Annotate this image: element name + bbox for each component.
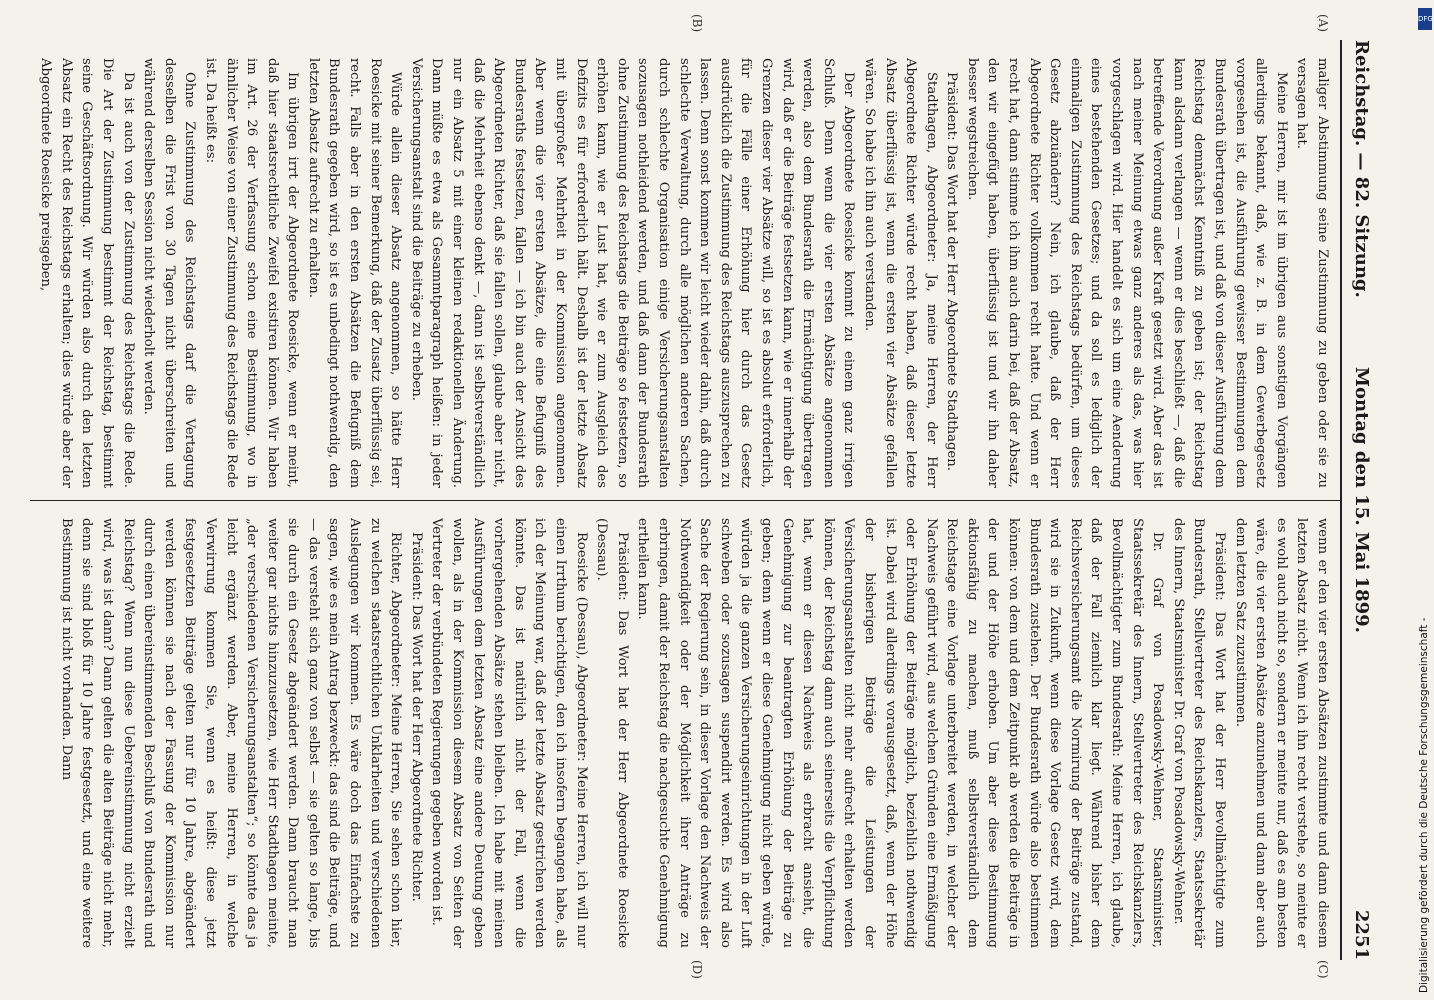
dfg-logo: DFG [1418, 8, 1432, 30]
paragraph: Präsident: Das Wort hat der Herr Bevollmächtigte zum Bundesrath, Stellvertreter des Reichskanzlers, Staatssekretär des Innern, Staatsminister Dr. Graf von Posadowsky-Wehner. [1170, 518, 1228, 948]
paragraph: Präsident: Das Wort hat der Herr Abgeordnete Roesicke (Dessau). [594, 518, 630, 948]
imprint-text: Digitalisierung gefördert durch die Deutsche Forschungsgemeinschaft - [1418, 617, 1430, 993]
paragraph: Richter, Abgeordneter: Meine Herren, Sie sehen schon hier, zu welchen staatsrechtlichen Unklarheiten und verschiedenen Auslegungen wir kommen. Es wäre doch das Einfachste zu sagen, wie es mein Antrag bezweckt: das sind die Beiträge, und — das versteht sich ganz von selbst — sie gelten so lange, bis sie durch ein Gesetz abgeändert werden. Dann braucht man weiter gar nichts hinzuzusetzen, wie Herr Stadthagen meinte, „der verschiedenen Versicherungsanstalten“; so könnte das ja leicht ergänzt werden. Aber, meine Herren, in welche Verwirrung kommen Sie, wenn es heißt: diese jetzt festgesetzten Beiträge gelten nur für 10 Jahre, abgeändert werden können sie nach der Fassung der Kommission nur durch einen übereinstimmenden Beschluß von Bundesrath und Reichstag? Wenn nun diese Uebereinstimmung nicht erzielt wird, was ist dann? Dann gelten die alten Beiträge nicht mehr, denn sie sind bloß für 10 Jahre festgesetzt, und eine weitere Bestimmung ist nicht vorhanden. Dann [58, 518, 404, 948]
paragraph: Stadthagen, Abgeordneter: Ja, meine Herren, der Herr Abgeordnete Richter würde recht haben, daß dieser letzte Absatz überflüssig ist, wenn die ersten vier Absätze gefallen wären. So habe ich ihn auch verstanden. [861, 58, 939, 488]
paragraph: Roesicke (Dessau), Abgeordneter: Meine Herren, ich will nur einen Irrthum berichtigen, den ich insofern begangen habe, als ich der Meinung war, daß der letzte Absatz gestrichen werden könnte. Das ist natürlich nicht der Fall, wenn die vorhergehenden Absätze stehen bleiben. Ich habe mit meinen Ausführungen dem letzten Absatz eine andere Deutung geben wollen, als in der Kommission diesem Absatz von Seiten der Vertreter der verbündeten Regierungen gegeben worden ist. [429, 518, 589, 948]
margin-marker-a: (A) [1316, 14, 1330, 33]
quote-paragraph: Ohne Zustimmung des Reichstags darf die Vertagung desselben die Frist von 30 Tagen nicht überschreiten und während derselben Session nicht wiederholt werden. [141, 58, 198, 488]
page-header [1342, 40, 1376, 960]
paragraph: Präsident: Das Wort hat der Herr Abgeordnete Stadthagen. [944, 72, 960, 471]
paragraph: Im übrigen irrt der Abgeordnete Roesicke, wenn er meint, daß hier staatsrechtliche Zweifel existiren können. Wir haben im Art. 26 der Verfassung schon eine Bestimmung, wo in ähnlicher Weise von einer Zustimmung des Reichstags die Rede ist. Da heißt es: [202, 58, 301, 488]
header-date: Montag den 15. Mai 1899. [1351, 367, 1372, 633]
paragraph: wenn er den vier ersten Absätzen zustimmte und dann diesem letzten Absatz nicht. Wenn ich ihn recht verstehe, so meinte er es wohl auch nicht so, sondern er meinte nur, daß es am besten wäre, die vier ersten Absätze anzunehmen und dann aber auch dem letzten Satz zuzustimmen. [1232, 518, 1330, 948]
margin-marker-d: (D) [690, 960, 704, 979]
paragraph: maliger Abstimmung seine Zustimmung zu geben oder sie zu versagen hat. [1294, 58, 1330, 488]
paragraph: Der Abgeordnete Roesicke kommt zu einem ganz irrigen Schluß. Denn wenn die vier ersten Absätze angenommen werden, also dem Bundesrath die Ermächtigung übertragen wird, daß er die Beiträge festsetzen kann, wie er innerhalb der Grenzen dieser vier Absätze will, so ist es absolut erforderlich, für die Fälle einer Erhöhung hier durch das Gesetz ausdrücklich die Zustimmung des Reichstags auszusprechen zu lassen. Denn sonst kommen wir leicht wieder dahin, daß durch schlechte Verwaltung, durch alle möglichen anderen Sachen, durch schlechte Organisation einige Versicherungsanstalten sozusagen nothleidend werden, und daß dann der Bundesrath ohne Zustimmung des Reichstags die Beiträge so festsetzen, so erhöhen kann, wie er Lust hat, wie er zum Ausgleich des Defizits es für erforderlich hält. Deshalb ist der letzte Absatz mit übergroßer Mehrheit in der Kommission angenommen. Aber wenn die vier ersten Absätze, die eine Befugniß des Bundesraths festsetzen, fallen — ich bin auch der Ansicht des Abgeordneten Richter, daß sie fallen sollen, glaube aber nicht, daß die Mehrheit ebenso denkt —, dann ist selbstverständlich nur ein Absatz 5 mit einer kleinen redaktionellen Änderung. Dann müßte es etwa als Gesammtparagraph heißen: in jeder Versicherungsanstalt sind die Beiträge zu erheben. [408, 58, 857, 488]
header-rule [1340, 40, 1342, 960]
margin-marker-c: (C) [1316, 960, 1330, 979]
paragraph: Meine Herren, mir ist im übrigen aus sonstigen Vorgängen allerdings bekannt, daß, wie z. B. in dem Gewerbegesetz vorgesehen ist, die Ausführung gewisser Bestimmungen dem Bundesrath übertragen ist, und daß von dieser Ausführung dem Reichstag demnächst Kenntniß zu geben ist; der Reichstag kann alsdann verlangen — wenn er dies beschließt —, daß die betreffende Verordnung außer Kraft gesetzt wird. Aber das ist nach meiner Meinung etwas ganz anderes als das, was hier vorgeschlagen wird. Hier handelt es sich um eine Aenderung eines bestehenden Gesetzes; und da soll es lediglich der einmaligen Zustimmung des Reichstags bedürfen, um dieses Gesetz abzuändern? Nein, ich glaube, daß der Herr Abgeordnete Richter vollkommen recht hatte. Und wenn er recht hat, dann stimme ich ihm auch darin bei, daß der Absatz, den wir eingefügt haben, überflüssig ist und wir ihn daher besser wegstreichen. [964, 58, 1289, 488]
paragraph: Würde allein dieser Absatz angenommen, so hätte Herr Roesicke mit seiner Bemerkung, daß der Zusatz überflüssig sei, recht. Falls aber in den ersten Absätzen die Befugniß dem Bundesrath gegeben wird, so ist es unbedingt nothwendig, den letzten Absatz aufrecht zu erhalten. [305, 58, 404, 488]
digitization-imprint [1418, 8, 1432, 992]
header-left: Reichstag. — 82. Sitzung. [1351, 40, 1372, 298]
paragraph: Dr. Graf von Posadowsky-Wehner, Staatsminister, Staatssekretär des Innern, Stellvertreter des Reichskanzlers, Bevollmächtigter zum Bundesrath: Meine Herren, ich glaube, daß der Fall ziemlich klar liegt. Während bisher dem Reichsversicherungsamt die Normirung der Beiträge zustand, wird sie in Zukunft, wenn diese Vorlage Gesetz wird, dem Bundesrath zustehen. Der Bundesrath würde also bestimmen können: von dem und dem Zeitpunkt ab werden die Beiträge in der und der Höhe erhoben. Um aber diese Bestimmung aktionsfähig zu machen, muß selbstverständlich dem Reichstage eine Vorlage unterbreitet werden, in welcher der Nachweis geführt wird, aus welchen Gründen eine Ermäßigung oder Erhöhung der Beiträge möglich, beziehlich nothwendig ist. Dabei wird allerdings vorausgesetzt, daß, wenn der Höhe der bisherigen Beiträge die Leistungen der Versicherungsanstalten nicht mehr aufrecht erhalten werden können, der Reichstag dann auch seinerseits die Verpflichtung hat, wenn er diesen Nachweis als erbracht ansieht, die Genehmigung zur beantragten Erhöhung der Beiträge zu geben; denn wenn er diese Genehmigung nicht geben würde, würden ja die ganzen Versicherungseinrichtungen in der Luft schweben oder sozusagen suspendirt werden. Es wird also Sache der Regierung sein, in dieser Vorlage den Nachweis der Nothwendigkeit oder der Möglichkeit ihrer Anträge zu erbringen, damit der Reichstag die nachgesuchte Genehmigung ertheilen kann. [635, 518, 1166, 948]
margin-marker-b: (B) [690, 14, 704, 33]
paragraph: Da ist auch von der Zustimmung des Reichstags die Rede. Die Art der Zustimmung bestimmt der Reichstag, bestimmt seine Geschäftsordnung. Wir würden also durch den letzten Absatz ein Recht des Reichstags erhalten; dies würde aber der Abgeordnete Roesicke preisgeben, [38, 58, 136, 488]
paragraph: Präsident: Das Wort hat der Herr Abgeordnete Richter. [408, 532, 424, 902]
column-divider [30, 500, 1340, 501]
left-column [30, 58, 1332, 488]
right-column [30, 518, 1332, 948]
page-number: 2251 [1351, 909, 1372, 960]
